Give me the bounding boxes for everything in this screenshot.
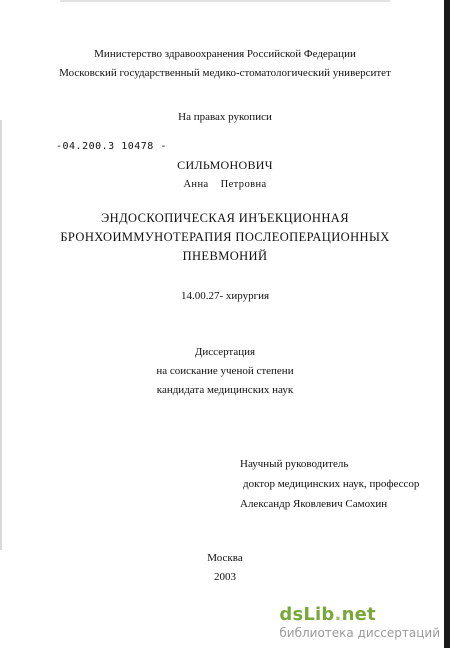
city: Москва <box>207 552 243 564</box>
degree-purpose: на соискание ученой степени <box>156 365 294 377</box>
specialty-code: 14.00.27- хирургия <box>180 290 270 302</box>
ministry-name: Министерство здравоохранения Российской Федерации <box>94 48 356 60</box>
author-given-names: Анна Петровна <box>183 179 267 190</box>
thesis-title-line-1: ЭНДОСКОПИЧЕСКАЯ ИНЪЕКЦИОННАЯ <box>101 211 349 225</box>
year: 2003 <box>214 571 236 583</box>
logo-brand-tld: net <box>341 604 376 625</box>
dslib-logo <box>279 605 440 625</box>
supervisor-name: Александр Яковлевич Самохин <box>240 498 388 510</box>
logo-brand-dot: . <box>334 604 342 625</box>
degree-type: Диссертация <box>194 346 256 358</box>
author-surname: СИЛЬМОНОВИЧ <box>177 158 273 172</box>
watermark-caption: библиотека диссертаций <box>279 626 440 640</box>
scan-edge-top <box>60 0 390 2</box>
logo-brand-main: dsLib <box>279 604 335 625</box>
supervisor-label: Научный руководитель <box>240 458 349 470</box>
thesis-title-line-3: ПНЕВМОНИЙ <box>182 249 268 263</box>
university-name: Московский государственный медико-стоматологический университет <box>59 67 391 79</box>
registration-stamp: -04.200.3 10478 - <box>56 141 167 152</box>
dslib-watermark <box>279 605 440 640</box>
manuscript-note: На правах рукописи <box>178 111 272 123</box>
thesis-title-line-2: БРОНХОИММУНОТЕРАПИЯ ПОСЛЕОПЕРАЦИОННЫХ <box>60 230 390 244</box>
supervisor-title: доктор медицинских наук, профессор <box>243 478 420 490</box>
degree-name: кандидата медицинских наук <box>156 384 294 396</box>
